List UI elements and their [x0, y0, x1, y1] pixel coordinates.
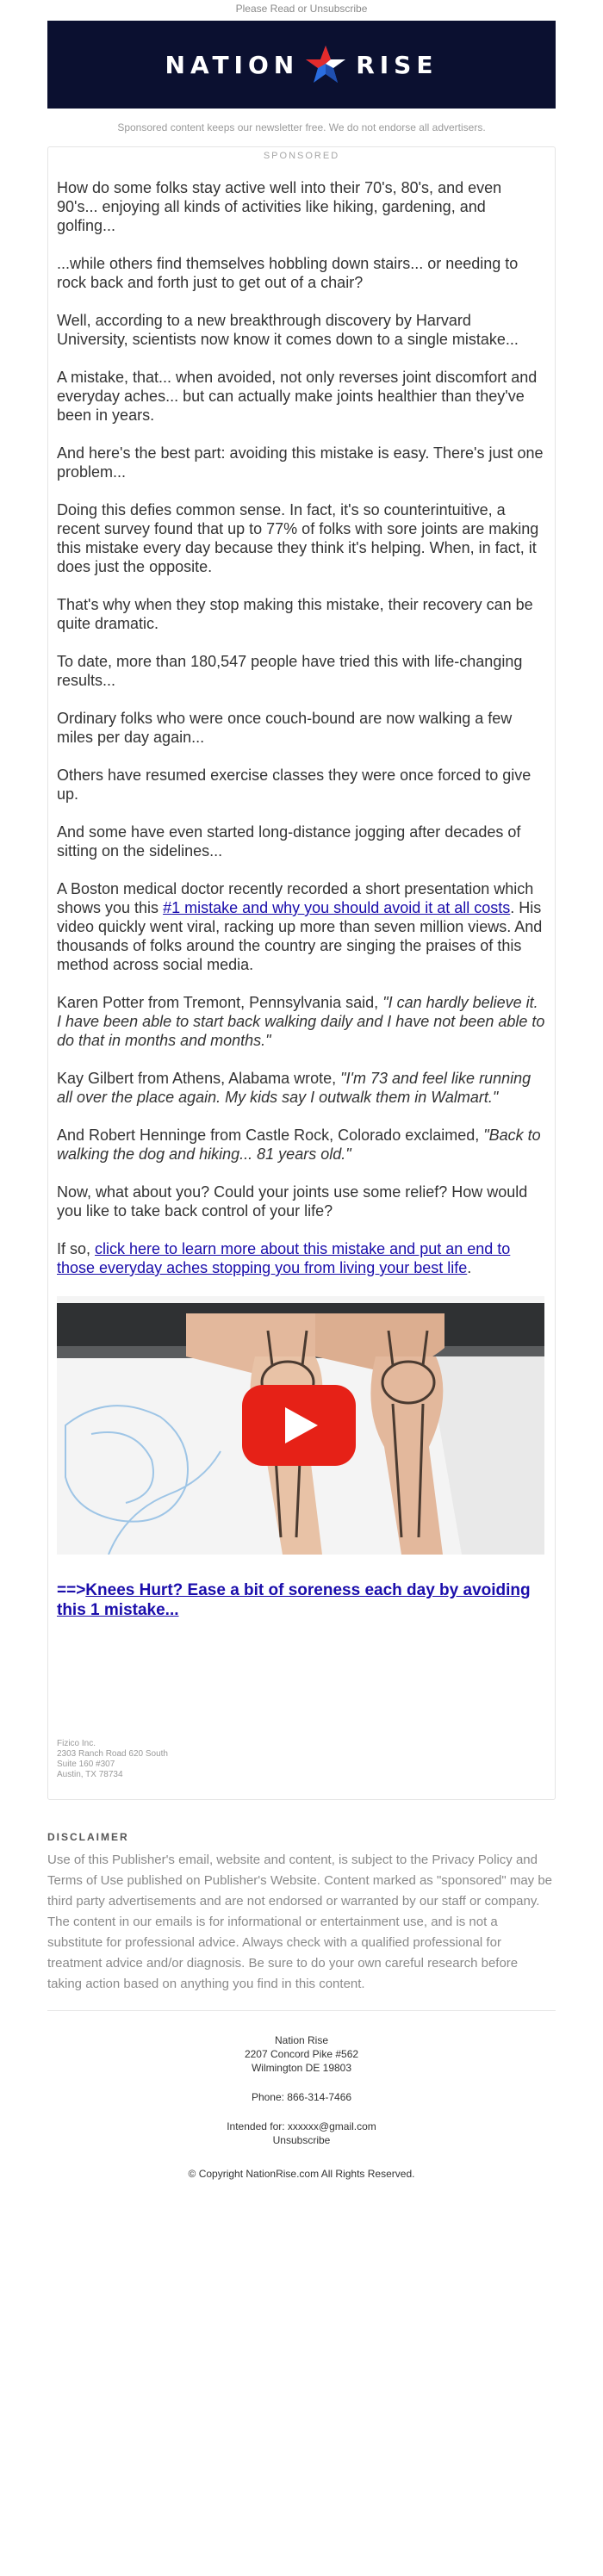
footer-phone: Phone: 866-314-7466	[251, 2091, 352, 2103]
article-paragraph: Ordinary folks who were once couch-bound are now walking a few miles per day again...	[57, 710, 513, 746]
address-line: Austin, TX 78734	[57, 1770, 123, 1779]
article-paragraph: Others have resumed exercise classes they were once forced to give up.	[57, 767, 532, 803]
disclaimer-title: DISCLAIMER	[47, 1831, 129, 1843]
testimonial-intro: Kay Gilbert from Athens, Alabama wrote,	[57, 1070, 341, 1087]
sponsored-content-box	[47, 146, 556, 1800]
testimonial-intro: Karen Potter from Tremont, Pennsylvania said,	[57, 994, 383, 1011]
learn-more-link[interactable]: click here to learn more about this mistake and put an end to those everyday aches stopping you from living your best life	[57, 1240, 511, 1276]
article-paragraph: Well, according to a new breakthrough discovery by Harvard University, scientists now know it comes down to a single mistake...	[57, 312, 519, 348]
disclaimer-section	[47, 1831, 556, 2011]
mistake-video-link[interactable]: #1 mistake and why you should avoid it at all costs	[163, 899, 511, 916]
paragraph-text: . His video quickly went viral, racking up more than seven million views. And thousands of folks around the country are singing the praises of this method across social media.	[57, 899, 543, 973]
brand-name-left: NATION	[165, 50, 300, 79]
article-paragraph: Now, what about you? Could your joints use some relief? How would you like to take back control of your life?	[57, 1183, 528, 1220]
testimonial-karen	[57, 993, 546, 1050]
preheader	[0, 0, 603, 21]
article-body	[57, 166, 546, 1277]
unsubscribe-link[interactable]: Unsubscribe	[272, 2134, 331, 2146]
address-line: Fizico Inc.	[57, 1739, 96, 1748]
footer	[0, 2011, 603, 2147]
article-paragraph: That's why when they stop making this mistake, their recovery can be quite dramatic.	[57, 596, 533, 632]
address-line: 2303 Ranch Road 620 South	[57, 1749, 168, 1759]
star-logo-icon	[304, 43, 347, 86]
article-paragraph: How do some folks stay active well into their 70's, 80's, and even 90's... enjoying all kinds of activities like hiking, gardening, and golfing...	[57, 179, 502, 234]
play-button-icon[interactable]	[242, 1385, 356, 1466]
testimonial-robert	[57, 1126, 546, 1164]
sponsored-label: SPONSORED	[263, 151, 340, 161]
paragraph-text: .	[467, 1259, 472, 1276]
header-banner[interactable]	[47, 21, 556, 109]
article-paragraph: And some have even started long-distance jogging after decades of sitting on the sidelines...	[57, 823, 521, 860]
testimonial-intro: And Robert Henninge from Castle Rock, Colorado exclaimed,	[57, 1127, 484, 1144]
spacer	[57, 1636, 546, 1739]
paragraph-text: A Boston medical doctor recently recorded a short presentation which shows you this	[57, 880, 534, 916]
sponsor-note: Sponsored content keeps our newsletter free. We do not endorse all advertisers.	[117, 121, 486, 133]
testimonial-quote: "I can hardly believe it. I have been able to start back walking daily and I have not been able to do that in months and months."	[57, 994, 545, 1049]
testimonial-kay	[57, 1069, 546, 1107]
cta-arrow: ==>	[57, 1581, 86, 1599]
article-paragraph: ...while others find themselves hobbling down stairs... or needing to rock back and forth just to get out of a chair?	[57, 255, 519, 291]
cta-link[interactable]: Knees Hurt? Ease a bit of soreness each day by avoiding this 1 mistake...	[57, 1581, 531, 1619]
video-thumbnail[interactable]	[57, 1296, 544, 1555]
cta-headline	[57, 1580, 546, 1620]
paragraph-text: If so,	[57, 1240, 96, 1257]
article-paragraph-with-link	[57, 1239, 546, 1277]
article-paragraph: Doing this defies common sense. In fact, it's so counterintuitive, a recent survey found that up to 77% of folks with sore joints are making this mistake every day because they think it's helping. When, in fact, it does just the opposite.	[57, 501, 539, 575]
preheader-link[interactable]: Please Read or Unsubscribe	[235, 3, 368, 15]
article-paragraph: To date, more than 180,547 people have tried this with life-changing results...	[57, 653, 523, 689]
brand-logo	[165, 43, 438, 86]
article-paragraph: A mistake, that... when avoided, not only reverses joint discomfort and everyday aches... but can actually make joints healthier than they've been in years.	[57, 369, 538, 424]
testimonial-quote: "I'm 73 and feel like running all over the place again. My kids say I outwalk them in Walmart."	[57, 1070, 532, 1106]
footer-intended-for: Intended for: xxxxxx@gmail.com	[227, 2120, 376, 2132]
advertiser-address	[57, 1739, 546, 1780]
brand-name-right: RISE	[356, 50, 438, 79]
copyright: © Copyright NationRise.com All Rights Reserved.	[188, 2168, 415, 2180]
footer-street: 2207 Concord Pike #562	[244, 2048, 359, 2060]
address-line: Suite 160 #307	[57, 1760, 115, 1769]
article-paragraph-with-link	[57, 879, 546, 974]
disclaimer-text: Use of this Publisher's email, website and content, is subject to the Privacy Policy and Terms of Use published on Publisher's Website. Content marked as "sponsored" may be third party advertisements and are not endorsed or warranted by our staff or company. The content in our emails is for informational or entertainment use, and is not a substitute for professional advice. Always check with a qualified professional for treatment advice and/or diagnosis. Be sure to do your own careful research before taking action based on anything you find in this content.	[47, 1853, 553, 1991]
article-paragraph: And here's the best part: avoiding this mistake is easy. There's just one problem...	[57, 444, 544, 481]
footer-city: Wilmington DE 19803	[251, 2062, 352, 2074]
footer-company: Nation Rise	[274, 2034, 329, 2046]
testimonial-quote: "Back to walking the dog and hiking... 81 years old."	[57, 1127, 541, 1163]
